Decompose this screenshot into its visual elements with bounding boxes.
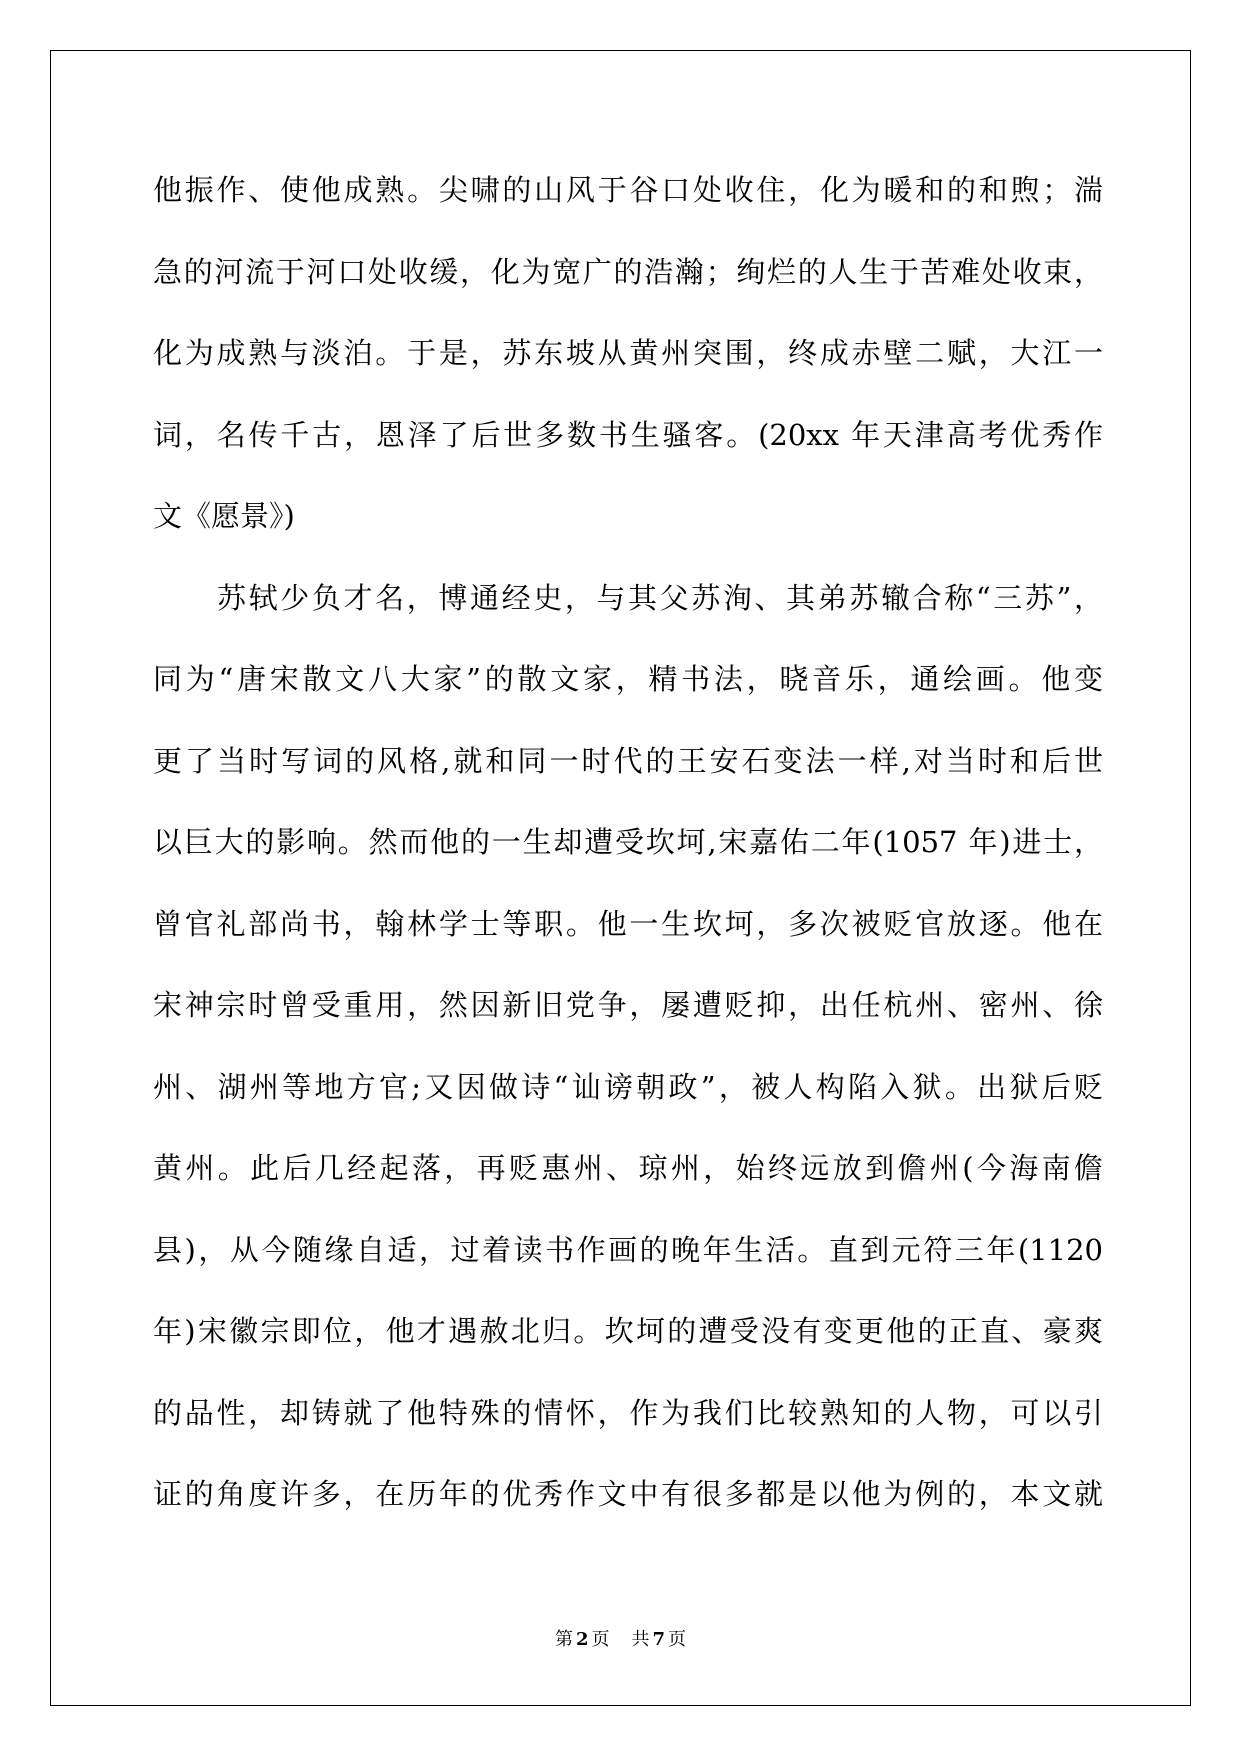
paragraph <box>153 558 1103 1536</box>
total-prefix: 共 <box>631 1629 650 1650</box>
page-prefix: 第 <box>554 1629 573 1650</box>
text-line: 化为成熟与淡泊。于是，苏东坡从黄州突围，终成赤壁二赋，大江一 <box>153 336 1103 370</box>
paragraph <box>153 150 1103 558</box>
total-pages-number: 7 <box>652 1629 666 1650</box>
text-line: 证的角度许多，在历年的优秀作文中有很多都是以他为例的，本文就 <box>153 1477 1103 1511</box>
document-body <box>153 150 1103 1536</box>
page-footer <box>0 1628 1241 1652</box>
text-line: 更了当时写词的风格,就和同一时代的王安石变法一样,对当时和后世 <box>153 743 1103 778</box>
page-unit: 页 <box>668 1629 687 1650</box>
text-line: 年)宋徽宗即位，他才遇赦北归。坎坷的遭受没有变更他的正直、豪爽 <box>153 1314 1103 1348</box>
page-unit: 页 <box>591 1629 610 1650</box>
text-line: 他振作、使他成熟。尖啸的山风于谷口处收住，化为暖和的和煦；湍 <box>153 173 1103 207</box>
text-line: 州、湖州等地方官;又因做诗“讪谤朝政”，被人构陷入狱。出狱后贬 <box>153 1069 1103 1104</box>
text-line: 的品性，却铸就了他特殊的情怀，作为我们比较熟知的人物，可以引 <box>153 1395 1103 1430</box>
text-line: 曾官礼部尚书，翰林学士等职。他一生坎坷，多次被贬官放逐。他在 <box>153 906 1103 941</box>
text-line: 同为“唐宋散文八大家”的散文家，精书法，晓音乐，通绘画。他变 <box>153 662 1103 696</box>
text-line: 县)，从今随缘自适，过着读书作画的晚年生活。直到元符三年(1120 <box>153 1232 1103 1267</box>
current-page-number: 2 <box>575 1629 589 1650</box>
text-line: 宋神宗时曾受重用，然因新旧党争，屡遭贬抑，出任杭州、密州、徐 <box>153 988 1103 1022</box>
text-line: 急的河流于河口处收缓，化为宽广的浩瀚；绚烂的人生于苦难处收束， <box>153 254 1103 289</box>
text-line: 黄州。此后几经起落，再贬惠州、琼州，始终远放到儋州(今海南儋 <box>153 1151 1103 1185</box>
text-line: 词，名传千古，恩泽了后世多数书生骚客。(20xx 年天津高考优秀作 <box>153 417 1103 452</box>
text-line: 苏轼少负才名，博通经史，与其父苏洵、其弟苏辙合称“三苏”， <box>217 580 1103 615</box>
text-line: 以巨大的影响。然而他的一生却遭受坎坷,宋嘉佑二年(1057 年)进士， <box>153 825 1103 859</box>
text-line: 文《愿景》) <box>153 499 295 533</box>
